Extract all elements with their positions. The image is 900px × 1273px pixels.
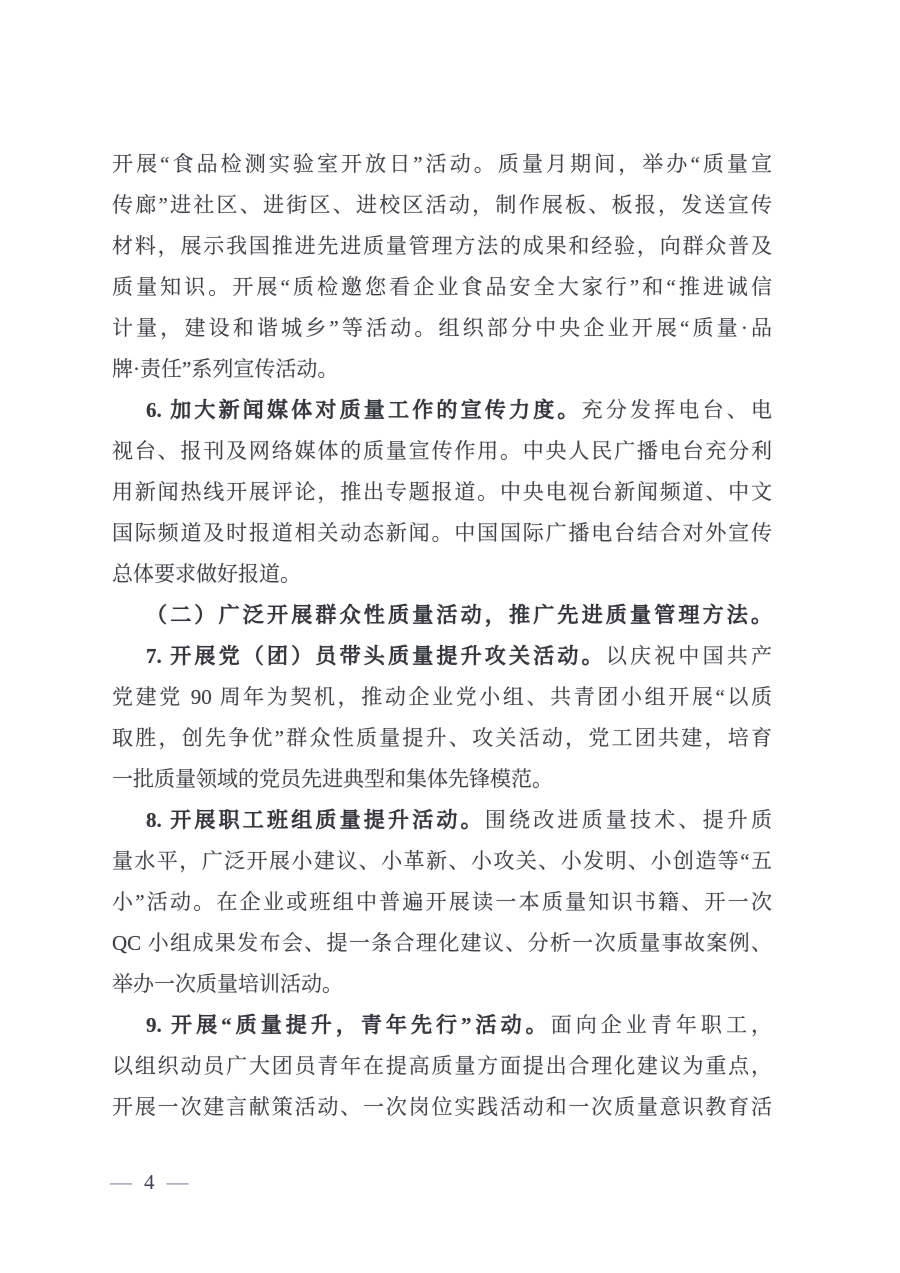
text-run: 用新闻热线开展评论，推出专题报道。中央电视台新闻频道、中文 [112,480,772,504]
document-text [112,144,772,1128]
text-line [112,718,772,759]
text-run: 以组织动员广大团员青年在提高质量方面提出合理化建议为重点， [112,1054,772,1078]
text-line [112,226,772,267]
text-run: 开展“食品检测实验室开放日”活动。质量月期间，举办“质量宣 [112,152,772,176]
text-run: 小”活动。在企业或班组中普遍开展读一本质量知识书籍、开一次 [112,890,772,914]
text-line [112,472,772,513]
text-line [112,923,772,964]
text-run: 充分发挥电台、电 [581,398,773,422]
text-run-bold: 9. 开展“质量提升，青年先行”活动。 [146,1013,551,1037]
text-line [112,349,772,390]
text-line [112,554,772,595]
text-line [112,185,772,226]
text-line [112,800,772,841]
text-line [112,431,772,472]
text-run: 量水平，广泛开展小建议、小革新、小攻关、小发明、小创造等“五 [112,849,772,873]
text-line [112,267,772,308]
text-run: 质量知识。开展“质检邀您看企业食品安全大家行”和“推进诚信 [112,275,772,299]
text-line [112,964,772,1005]
text-run: 计量，建设和谐城乡”等活动。组织部分中央企业开展“质量·品 [112,316,772,340]
text-run: 视台、报刊及网络媒体的质量宣传作用。中央人民广播电台充分利 [112,439,772,463]
text-line [112,144,772,185]
text-run: 面向企业青年职工， [550,1013,773,1037]
text-run: 围绕改进质量技术、提升质 [484,808,773,832]
text-run: 开展一次建言献策活动、一次岗位实践活动和一次质量意识教育活 [112,1095,772,1119]
text-line [112,882,772,923]
text-run: 总体要求做好报道。 [112,562,301,586]
text-run-bold: 6. 加大新闻媒体对质量工作的宣传力度。 [146,398,582,422]
text-line [112,595,772,636]
text-line [112,677,772,718]
text-line [112,1005,772,1046]
footer-dash-left: — [110,1169,132,1194]
text-run-bold: 8. 开展职工班组质量提升活动。 [146,808,485,832]
page-number: 4 [144,1170,155,1194]
text-run: 牌·责任”系列宣传活动。 [112,357,339,381]
text-run: 传廊”进社区、进街区、进校区活动，制作展板、板报，发送宣传 [112,193,772,217]
text-run: 以庆祝中国共产 [605,644,773,668]
text-run: 取胜，创先争优”群众性质量提升、攻关活动，党工团共建，培育 [112,726,772,750]
text-line [112,390,772,431]
text-line [112,513,772,554]
page-footer [110,1162,189,1202]
text-line [112,308,772,349]
text-run: 举办一次质量培训活动。 [112,972,343,996]
text-line [112,1046,772,1087]
text-run-bold: （二）广泛开展群众性质量活动，推广先进质量管理方法。 [146,603,772,627]
footer-dash-right: — [166,1169,189,1194]
text-run-bold: 7. 开展党（团）员带头质量提升攻关活动。 [146,644,606,668]
text-line [112,841,772,882]
text-run: 党建党 90 周年为契机，推动企业党小组、共青团小组开展“以质 [112,685,772,709]
text-run: 一批质量领域的党员先进典型和集体先锋模范。 [112,767,553,791]
text-line [112,1087,772,1128]
text-line [112,759,772,800]
text-run: 材料，展示我国推进先进质量管理方法的成果和经验，向群众普及 [112,234,772,258]
text-line [112,636,772,677]
text-run: QC 小组成果发布会、提一条合理化建议、分析一次质量事故案例、 [112,931,772,955]
text-run: 国际频道及时报道相关动态新闻。中国国际广播电台结合对外宣传 [112,521,772,545]
